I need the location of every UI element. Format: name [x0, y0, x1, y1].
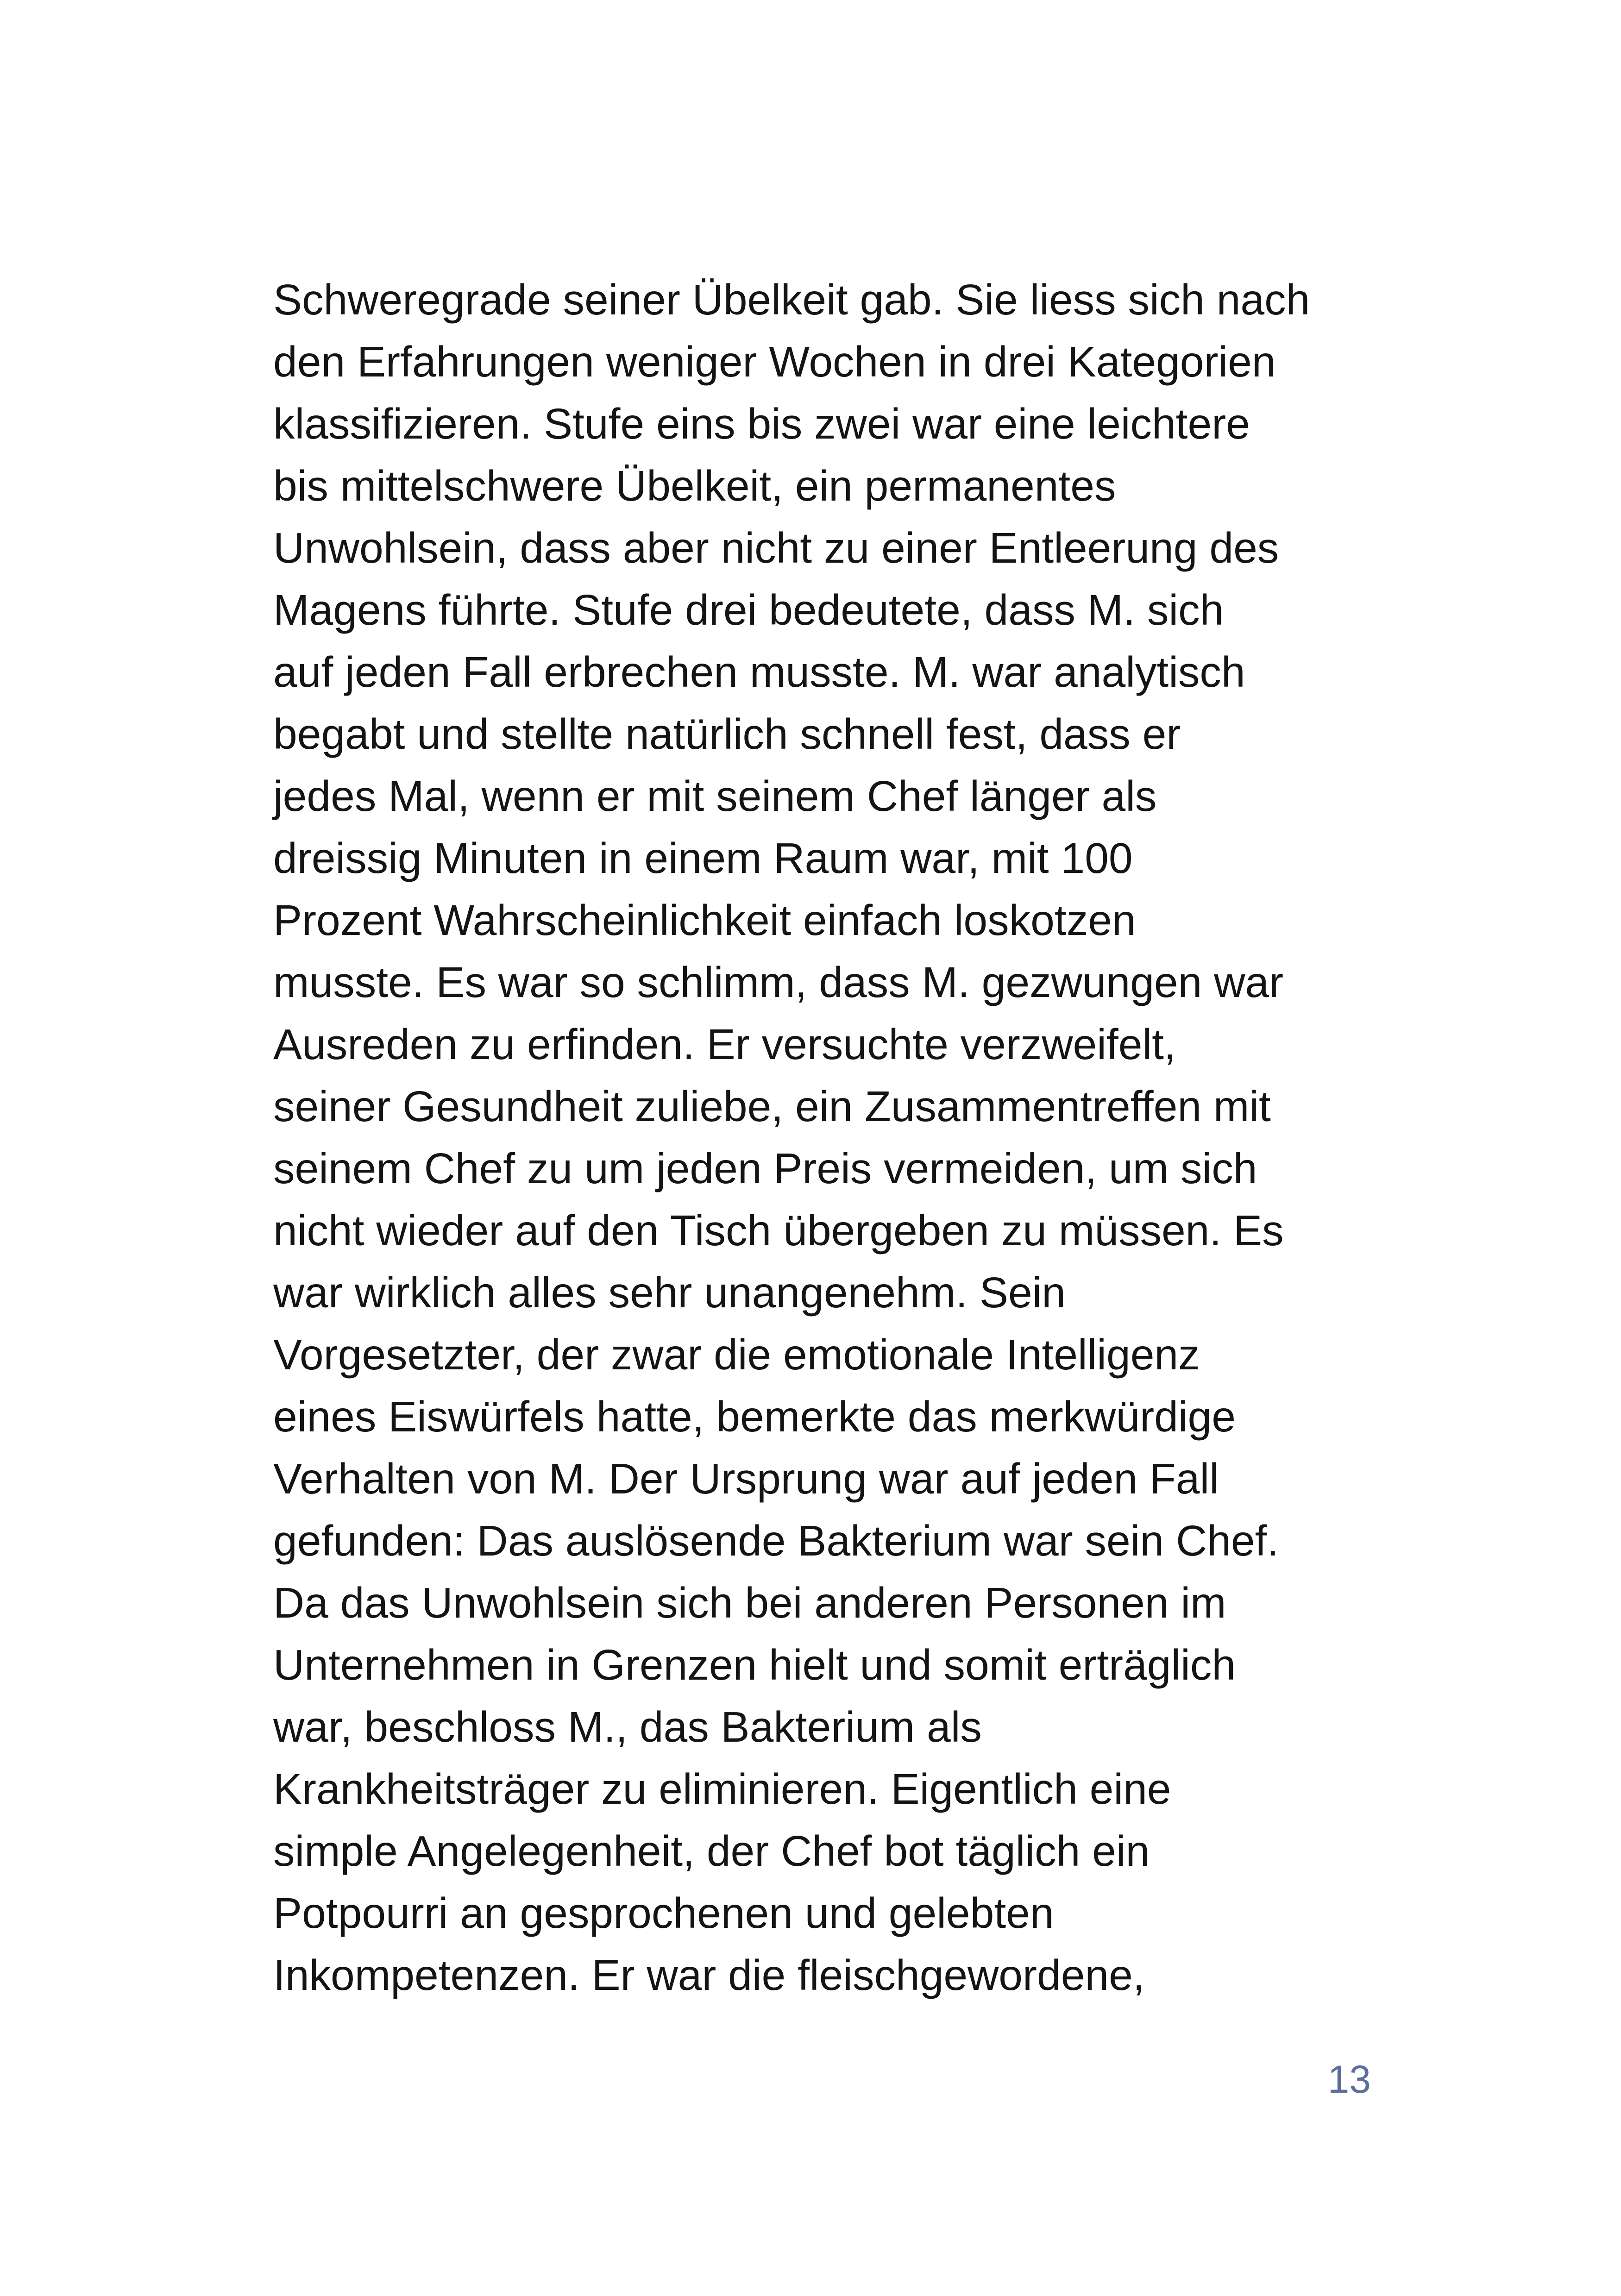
- text-line: Da das Unwohlsein sich bei anderen Personen im: [273, 1579, 1226, 1627]
- text-line: Inkompetenzen. Er war die fleischgewordene,: [273, 1951, 1145, 1999]
- text-line: Vorgesetzter, der zwar die emotionale Intelligenz: [273, 1330, 1200, 1379]
- text-line: Prozent Wahrscheinlichkeit einfach loskotzen: [273, 896, 1136, 944]
- text-line: eines Eiswürfels hatte, bemerkte das merkwürdige: [273, 1393, 1236, 1441]
- text-line: simple Angelegenheit, der Chef bot täglich ein: [273, 1827, 1150, 1875]
- text-line: Potpourri an gesprochenen und gelebten: [273, 1889, 1054, 1937]
- text-line: den Erfahrungen weniger Wochen in drei Kategorien: [273, 338, 1276, 386]
- text-line: war wirklich alles sehr unangenehm. Sein: [273, 1268, 1066, 1317]
- text-line: musste. Es war so schlimm, dass M. gezwungen war: [273, 958, 1284, 1006]
- text-line: jedes Mal, wenn er mit seinem Chef länger als: [273, 772, 1157, 820]
- text-line: nicht wieder auf den Tisch übergeben zu müssen. Es: [273, 1206, 1284, 1255]
- text-line: Schweregrade seiner Übelkeit gab. Sie liess sich nach: [273, 276, 1310, 324]
- text-line: klassifizieren. Stufe eins bis zwei war eine leichtere: [273, 400, 1250, 448]
- text-line: Ausreden zu erfinden. Er versuchte verzweifelt,: [273, 1020, 1176, 1068]
- text-line: seinem Chef zu um jeden Preis vermeiden, um sich: [273, 1144, 1257, 1192]
- text-line: gefunden: Das auslösende Bakterium war sein Chef.: [273, 1517, 1279, 1565]
- text-line: Magens führte. Stufe drei bedeutete, dass M. sich: [273, 586, 1224, 634]
- text-line: begabt und stellte natürlich schnell fest, dass er: [273, 710, 1181, 758]
- text-line: Unternehmen in Grenzen hielt und somit erträglich: [273, 1641, 1236, 1689]
- text-line: bis mittelschwere Übelkeit, ein permanentes: [273, 462, 1116, 510]
- text-line: war, beschloss M., das Bakterium als: [273, 1703, 982, 1751]
- page-number: 13: [1327, 2058, 1371, 2101]
- text-line: Unwohlsein, dass aber nicht zu einer Entleerung des: [273, 524, 1279, 572]
- text-line: seiner Gesundheit zuliebe, ein Zusammentreffen mit: [273, 1082, 1271, 1130]
- text-line: Krankheitsträger zu eliminieren. Eigentlich eine: [273, 1765, 1171, 1813]
- text-line: dreissig Minuten in einem Raum war, mit 100: [273, 834, 1133, 882]
- text-line: auf jeden Fall erbrechen musste. M. war analytisch: [273, 648, 1245, 696]
- text-line: Verhalten von M. Der Ursprung war auf jeden Fall: [273, 1455, 1219, 1503]
- body-text: [273, 269, 1403, 2006]
